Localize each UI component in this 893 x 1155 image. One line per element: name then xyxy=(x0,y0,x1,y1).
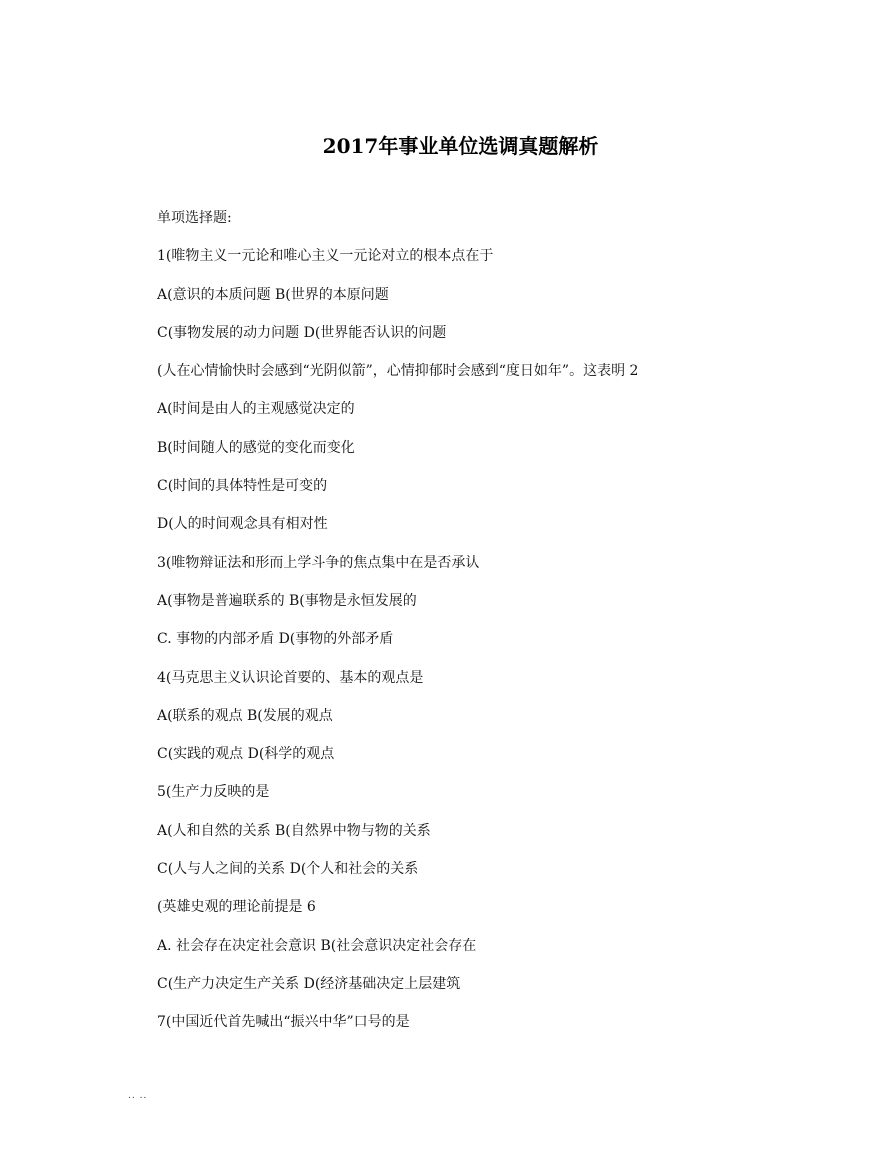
text-line: (英雄史观的理论前提是 6 xyxy=(157,899,316,916)
text-line: C(生产力决定生产关系 D(经济基础决定上层建筑 xyxy=(157,975,461,992)
section-heading: 单项选择题: xyxy=(157,210,232,226)
text-line: C(事物发展的动力问题 D(世界能否认识的问题 xyxy=(157,324,447,341)
footer-mark: .. .. xyxy=(128,1091,148,1101)
document-title xyxy=(0,128,893,164)
text-line: A(联系的观点 B(发展的观点 xyxy=(157,707,333,724)
text-line: D(人的时间观念具有相对性 xyxy=(157,516,328,533)
text-line: (人在心情愉快时会感到“光阴似箭”，心情抑郁时会感到“度日如年”。这表明 2 xyxy=(157,363,639,380)
text-line: 3(唯物辩证法和形而上学斗争的焦点集中在是否承认 xyxy=(157,554,480,571)
text-line: A. 社会存在决定社会意识 B(社会意识决定社会存在 xyxy=(157,937,477,954)
text-line: C. 事物的内部矛盾 D(事物的外部矛盾 xyxy=(157,631,394,648)
text-line: A(意识的本质问题 B(世界的本原问题 xyxy=(157,286,389,303)
text-line: 1(唯物主义一元论和唯心主义一元论对立的根本点在于 xyxy=(157,248,494,265)
text-line: C(实践的观点 D(科学的观点 xyxy=(157,746,335,763)
text-line: C(时间的具体特性是可变的 xyxy=(157,478,328,495)
text-line: A(时间是由人的主观感觉决定的 xyxy=(157,401,355,418)
text-line: B(时间随人的感觉的变化而变化 xyxy=(157,439,355,456)
document-title-text: 2017年事业单位选调真题解析 xyxy=(322,134,599,158)
text-line: A(人和自然的关系 B(自然界中物与物的关系 xyxy=(157,822,431,839)
text-line: 7(中国近代首先喊出“振兴中华”口号的是 xyxy=(157,1014,410,1031)
text-line: 4(马克思主义认识论首要的、基本的观点是 xyxy=(157,669,424,686)
text-line: 5(生产力反映的是 xyxy=(157,784,270,801)
text-line: A(事物是普遍联系的 B(事物是永恒发展的 xyxy=(157,592,417,609)
text-line: C(人与人之间的关系 D(个人和社会的关系 xyxy=(157,861,419,878)
document-body xyxy=(157,208,857,1051)
